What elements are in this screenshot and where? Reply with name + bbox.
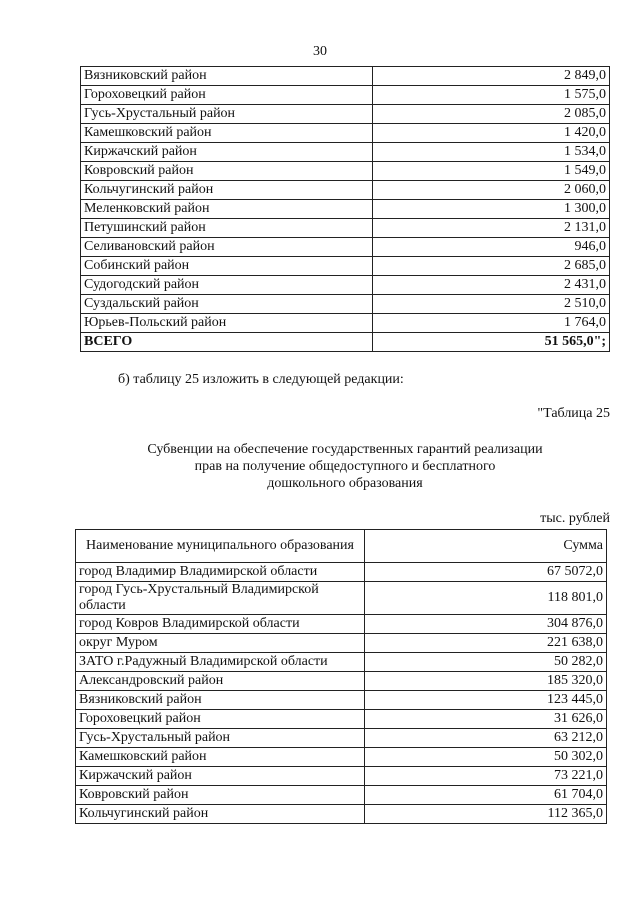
table-row (76, 563, 607, 582)
amount-cell: 1 575,0 (373, 86, 610, 105)
table-row (81, 219, 610, 238)
table-row (76, 634, 607, 653)
table-row (76, 672, 607, 691)
district-name-cell: Петушинский район (81, 219, 373, 238)
table-row (76, 729, 607, 748)
table-row (76, 786, 607, 805)
table-caption (60, 441, 630, 492)
district-name-cell: Киржачский район (76, 767, 365, 786)
amount-cell: 118 801,0 (365, 582, 607, 615)
subsidy-table-25 (75, 529, 607, 824)
amount-cell: 2 510,0 (373, 295, 610, 314)
district-name-cell: город Ковров Владимирской области (76, 615, 365, 634)
table-row (81, 181, 610, 200)
header-name-cell: Наименование муниципального образования (76, 530, 365, 563)
amount-cell: 2 849,0 (373, 67, 610, 86)
table-row (81, 162, 610, 181)
amount-cell: 50 282,0 (365, 653, 607, 672)
table-row (76, 748, 607, 767)
amount-cell: 1 300,0 (373, 200, 610, 219)
caption-line: прав на получение общедоступного и бесплатного (194, 459, 496, 474)
amount-cell: 1 534,0 (373, 143, 610, 162)
table-row (81, 257, 610, 276)
amount-cell: 2 085,0 (373, 105, 610, 124)
district-name-cell: Судогодский район (81, 276, 373, 295)
amount-cell: 1 549,0 (373, 162, 610, 181)
instruction-text: б) таблицу 25 изложить в следующей редакции: (118, 372, 404, 387)
table-row (81, 200, 610, 219)
district-name-cell: Александровский район (76, 672, 365, 691)
table-row (76, 653, 607, 672)
district-name-cell: Кольчугинский район (81, 181, 373, 200)
table-row (76, 767, 607, 786)
district-name-cell: Меленковский район (81, 200, 373, 219)
amount-cell: 112 365,0 (365, 805, 607, 824)
table-row (76, 710, 607, 729)
district-name-cell: Гусь-Хрустальный район (81, 105, 373, 124)
amount-cell: 2 131,0 (373, 219, 610, 238)
district-name-cell: город Владимир Владимирской области (76, 563, 365, 582)
amount-cell: 304 876,0 (365, 615, 607, 634)
table-row (81, 276, 610, 295)
table-row (76, 615, 607, 634)
amount-cell: 50 302,0 (365, 748, 607, 767)
district-name-cell: Камешковский район (81, 124, 373, 143)
amount-cell: 2 431,0 (373, 276, 610, 295)
district-name-cell: округ Муром (76, 634, 365, 653)
amount-cell: 123 445,0 (365, 691, 607, 710)
district-name-cell: Суздальский район (81, 295, 373, 314)
district-name-cell: Вязниковский район (81, 67, 373, 86)
table-row (76, 805, 607, 824)
table-row (81, 143, 610, 162)
caption-line: Субвенции на обеспечение государственных гарантий реализации (147, 442, 543, 457)
table-row (81, 105, 610, 124)
amount-cell: 1 764,0 (373, 314, 610, 333)
district-name-cell: Собинский район (81, 257, 373, 276)
table-row (81, 86, 610, 105)
amount-cell: 61 704,0 (365, 786, 607, 805)
header-amount-cell: Сумма (365, 530, 607, 563)
table-row (76, 691, 607, 710)
table-row (81, 67, 610, 86)
amount-cell: 73 221,0 (365, 767, 607, 786)
district-name-cell: Юрьев-Польский район (81, 314, 373, 333)
district-name-cell: Кольчугинский район (76, 805, 365, 824)
table-row (81, 314, 610, 333)
total-row (81, 333, 610, 352)
amount-cell: 31 626,0 (365, 710, 607, 729)
table-row (76, 582, 607, 615)
district-name-cell: Гусь-Хрустальный район (76, 729, 365, 748)
district-name-cell: Камешковский район (76, 748, 365, 767)
district-name-cell: Селивановский район (81, 238, 373, 257)
table-row (81, 238, 610, 257)
amount-cell: 67 5072,0 (365, 563, 607, 582)
district-name-cell: город Гусь-Хрустальный Владимирской области (76, 582, 365, 615)
district-name-cell: Вязниковский район (76, 691, 365, 710)
amount-cell: 2 060,0 (373, 181, 610, 200)
district-name-cell: Киржачский район (81, 143, 373, 162)
district-name-cell: Ковровский район (76, 786, 365, 805)
table-row (81, 124, 610, 143)
district-name-cell: Гороховецкий район (76, 710, 365, 729)
table-row (81, 295, 610, 314)
amount-cell: 63 212,0 (365, 729, 607, 748)
page-number: 30 (313, 44, 327, 59)
subsidy-table-continued (80, 66, 610, 352)
amount-cell: 1 420,0 (373, 124, 610, 143)
total-amount-cell: 51 565,0"; (373, 333, 610, 352)
amount-cell: 221 638,0 (365, 634, 607, 653)
amount-cell: 946,0 (373, 238, 610, 257)
unit-label: тыс. рублей (540, 511, 610, 526)
amount-cell: 2 685,0 (373, 257, 610, 276)
caption-line: дошкольного образования (267, 476, 423, 491)
district-name-cell: Гороховецкий район (81, 86, 373, 105)
amount-cell: 185 320,0 (365, 672, 607, 691)
table-label: "Таблица 25 (537, 406, 610, 421)
district-name-cell: ЗАТО г.Радужный Владимирской области (76, 653, 365, 672)
district-name-cell: Ковровский район (81, 162, 373, 181)
total-label-cell: ВСЕГО (81, 333, 373, 352)
table-header-row (76, 530, 607, 563)
